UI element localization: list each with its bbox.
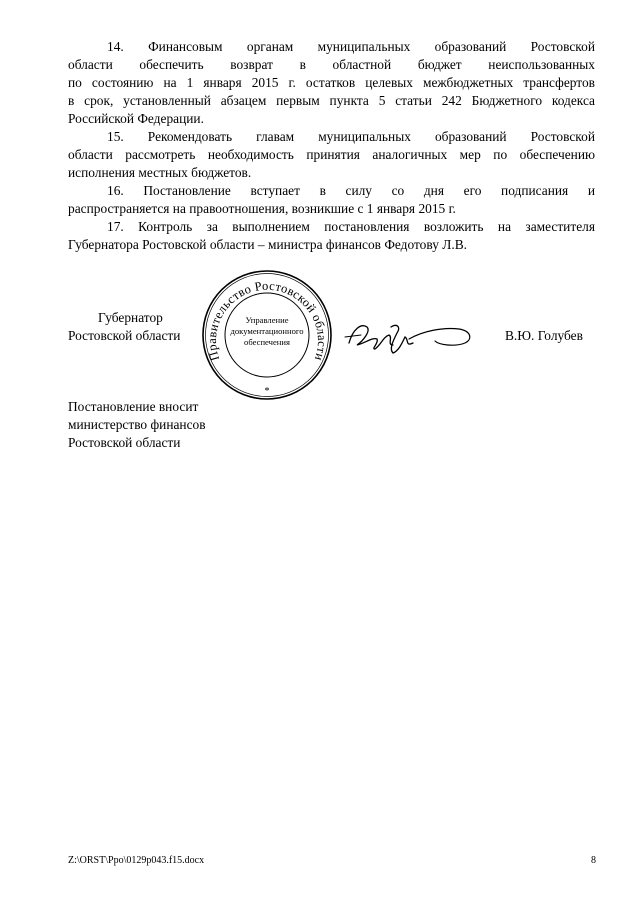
official-seal bbox=[200, 268, 334, 402]
text-line: 15. Рекомендовать главам муниципальных образований Ростовской bbox=[107, 129, 595, 144]
submitted-by-note bbox=[68, 398, 206, 452]
text-line: распространяется на правоотношения, возникшие с 1 января 2015 г. bbox=[68, 201, 456, 216]
seal-inner-line1: Управление bbox=[245, 315, 289, 325]
text-line: области рассмотреть необходимость принятия аналогичных мер по обеспечению bbox=[68, 147, 595, 162]
text-line: 17. Контроль за выполнением постановления возложить на заместителя bbox=[107, 219, 595, 234]
note-line: Постановление вносит bbox=[68, 399, 199, 414]
handwritten-signature bbox=[343, 315, 478, 360]
paragraph-14 bbox=[68, 38, 595, 128]
seal-inner-line3: обеспечения bbox=[244, 337, 290, 347]
text-line: Губернатора Ростовской области – министра финансов Федотову Л.В. bbox=[68, 237, 467, 252]
seal-star: * bbox=[264, 386, 270, 397]
text-line: в срок, установленный абзацем первым пункта 5 статьи 242 Бюджетного кодекса bbox=[68, 93, 595, 108]
note-line: министерство финансов bbox=[68, 417, 206, 432]
signatory-title-line2: Ростовской области bbox=[68, 328, 181, 343]
text-line: по состоянию на 1 января 2015 г. остатков целевых межбюджетных трансфертов bbox=[68, 75, 595, 90]
seal-inner-line2: документационного bbox=[230, 326, 304, 336]
paragraph-15 bbox=[68, 128, 595, 182]
seal-outer-text: Правительство Ростовской области bbox=[204, 278, 330, 363]
text-line: 16. Постановление вступает в силу со дня его подписания и bbox=[107, 183, 595, 198]
text-line: 14. Финансовым органам муниципальных образований Ростовской bbox=[107, 39, 595, 54]
text-line: Российской Федерации. bbox=[68, 111, 204, 126]
footer-file-path: Z:\ORST\Ppo\0129p043.f15.docx bbox=[68, 855, 205, 866]
paragraph-17 bbox=[68, 218, 595, 254]
signatory-name: В.Ю. Голубев bbox=[505, 328, 583, 343]
text-line: области обеспечить возврат в областной бюджет неиспользованных bbox=[68, 57, 595, 72]
signatory-title-line1: Губернатор bbox=[98, 310, 163, 325]
paragraph-16 bbox=[68, 182, 595, 218]
text-line: исполнения местных бюджетов. bbox=[68, 165, 252, 180]
page-number: 8 bbox=[591, 855, 596, 866]
note-line: Ростовской области bbox=[68, 435, 181, 450]
